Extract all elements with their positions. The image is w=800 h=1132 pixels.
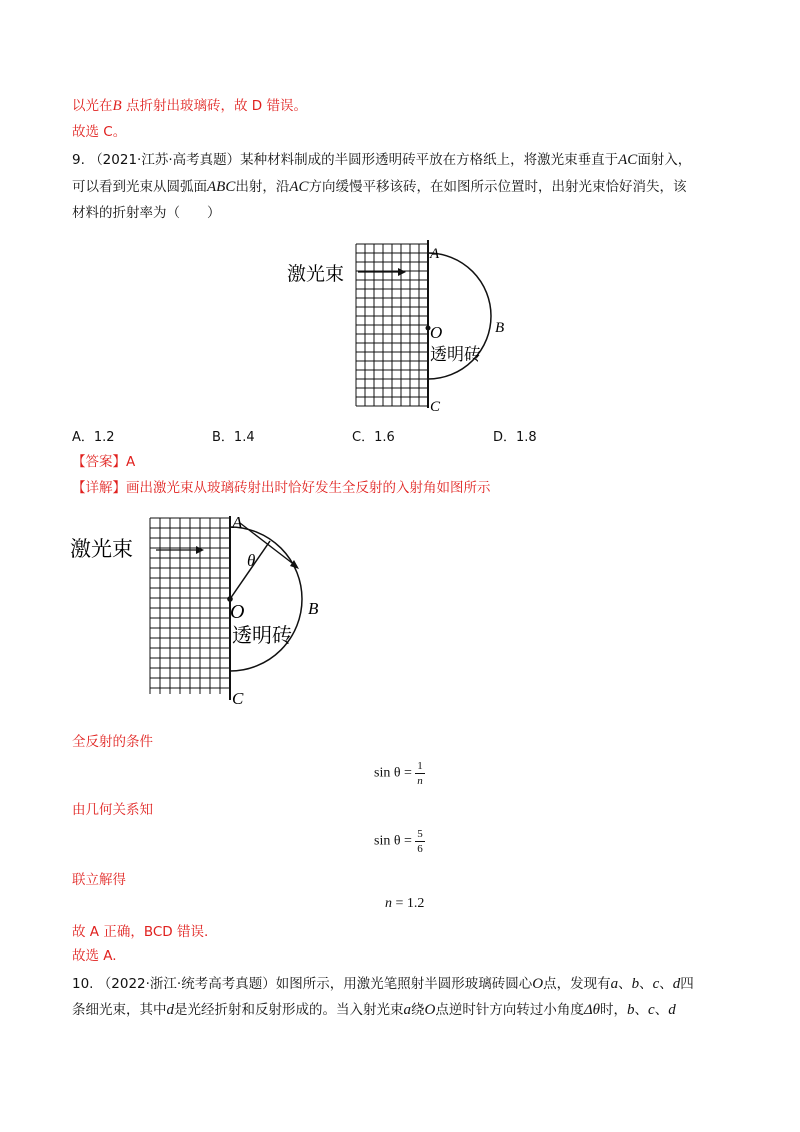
stem-text: 点，发现有 — [543, 976, 611, 992]
q9-stem-line-1 — [72, 150, 691, 170]
denominator: 6 — [417, 843, 423, 855]
answer-line — [72, 452, 135, 472]
brick-arc — [230, 527, 302, 671]
brick-label: 透明砖 — [430, 345, 481, 364]
equation-variable: n — [385, 896, 392, 911]
math-symbol: O — [424, 1002, 436, 1018]
beam-label: 激光束 — [70, 537, 133, 561]
point-a-label: A — [430, 246, 440, 262]
q10-stem-line-2 — [72, 1000, 676, 1020]
stem-text: 是光经折射和反射形成的。当入射光束 — [174, 1002, 404, 1018]
option-d[interactable] — [493, 426, 537, 445]
prev-answer-text: 点折射出玻璃砖，故 D 错误。 — [121, 98, 307, 114]
math-symbol: d — [166, 1002, 174, 1018]
question-number: 9. — [72, 152, 85, 168]
math-symbol: c — [652, 976, 660, 992]
point-b-label: B — [308, 599, 319, 618]
point-o-label: O — [430, 323, 443, 342]
separator: 、 — [634, 1002, 649, 1018]
equation-lhs: sin θ = — [374, 833, 412, 849]
math-symbol: ABC — [207, 179, 236, 195]
point-a-label: A — [232, 513, 243, 532]
step-1: 全反射的条件 — [72, 734, 153, 750]
math-symbol: a — [610, 976, 619, 992]
math-symbol: Δθ — [583, 1002, 601, 1018]
option-c[interactable] — [352, 426, 395, 445]
separator: 、 — [618, 976, 632, 992]
fraction — [415, 760, 425, 787]
grid-paper — [150, 518, 230, 694]
separator: 、 — [659, 976, 673, 992]
question-number: 10. — [72, 976, 94, 992]
math-symbol: O — [532, 976, 544, 992]
point-c-label: C — [232, 689, 244, 708]
option-value: 1.6 — [374, 430, 395, 445]
option-letter: C． — [352, 430, 375, 445]
point-c-label: C — [430, 399, 441, 414]
q9-stem-line-2 — [72, 177, 687, 197]
detail-figure — [70, 510, 350, 710]
equation-1 — [374, 760, 425, 787]
math-symbol: d — [672, 976, 681, 992]
stem-text: 出射，沿 — [235, 179, 290, 195]
answer-value: A — [126, 454, 136, 470]
fraction — [415, 828, 425, 855]
option-value: 1.8 — [516, 430, 537, 445]
math-symbol: b — [627, 1002, 635, 1018]
numerator: 1 — [417, 760, 423, 772]
equation-3 — [385, 896, 424, 912]
step-3: 联立解得 — [72, 872, 126, 888]
option-value: 1.4 — [233, 430, 255, 445]
step-2: 由几何关系知 — [72, 802, 153, 818]
math-symbol: c — [648, 1002, 655, 1018]
separator: 、 — [639, 976, 653, 992]
stem-text: 如图所示，用激光笔照射半圆形玻璃砖圆心 — [275, 976, 533, 992]
stem-text: 绕 — [411, 1002, 425, 1018]
angle-label: θ — [247, 551, 256, 570]
math-symbol: AC — [618, 152, 638, 168]
equation-2 — [374, 828, 425, 855]
detail-text: 画出激光束从玻璃砖射出时恰好发生全反射的入射角如图所示 — [126, 480, 491, 496]
prev-conclusion: 故选 C。 — [72, 124, 127, 140]
stem-text: 某种材料制成的半圆形透明砖平放在方格纸上，将激光束垂直于 — [240, 152, 619, 168]
q9-figure — [280, 238, 520, 414]
prev-answer-line — [72, 96, 307, 116]
q9-stem-line-3: 材料的折射率为（ ） — [72, 205, 221, 221]
stem-text: 条细光束，其中 — [72, 1002, 167, 1018]
stem-text: 点逆时针方向转过小角度 — [435, 1002, 584, 1018]
point-label: B — [112, 98, 122, 114]
math-symbol: d — [668, 1002, 676, 1018]
option-letter: A． — [72, 430, 94, 445]
separator: 、 — [654, 1002, 669, 1018]
beam-label: 激光束 — [287, 264, 345, 285]
equation-rhs: = 1.2 — [392, 896, 425, 911]
final-answer: 故选 A. — [72, 948, 117, 964]
numerator: 5 — [417, 828, 423, 840]
radius-line — [230, 541, 270, 599]
question-source: （2021·江苏·高考真题） — [89, 152, 241, 168]
option-a[interactable] — [72, 426, 115, 445]
answer-label: 【答案】 — [72, 454, 126, 470]
stem-text: 四 — [680, 976, 694, 992]
result-line: 故 A 正确，BCD 错误. — [72, 924, 209, 940]
option-value: 1.2 — [93, 430, 115, 445]
stem-text: 可以看到光束从圆弧面 — [72, 179, 207, 195]
option-letter: B． — [212, 430, 234, 445]
arrow-icon — [398, 268, 406, 276]
brick-label: 透明砖 — [232, 625, 292, 647]
stem-text: 方向缓慢平移该砖，在如图所示位置时，出射光束恰好消失，该 — [308, 179, 687, 195]
equation-lhs: sin θ = — [374, 765, 412, 781]
point-o-label: O — [230, 601, 245, 623]
stem-text: 时， — [600, 1002, 628, 1018]
grid-paper — [356, 244, 428, 406]
denominator: n — [417, 775, 423, 787]
option-letter: D． — [493, 430, 517, 445]
detail-line — [72, 478, 491, 498]
math-symbol: b — [631, 976, 640, 992]
prev-answer-text: 以光在 — [72, 98, 113, 114]
option-b[interactable] — [212, 426, 255, 445]
detail-label: 【详解】 — [72, 480, 126, 496]
math-symbol: a — [403, 1002, 411, 1018]
stem-text: 面射入， — [637, 152, 692, 168]
math-symbol: AC — [289, 179, 309, 195]
q10-stem-line-1 — [72, 974, 694, 994]
question-source: （2022·浙江·统考高考真题） — [97, 976, 276, 992]
point-b-label: B — [495, 320, 505, 336]
